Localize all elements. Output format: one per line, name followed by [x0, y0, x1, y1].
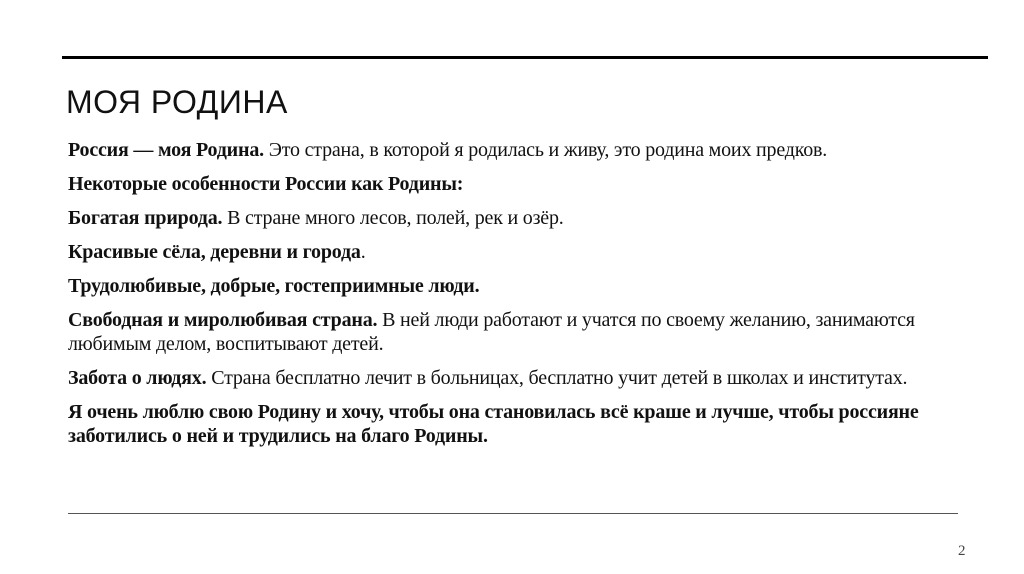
paragraph-conclusion: [68, 400, 928, 448]
paragraph-intro: [68, 138, 928, 162]
paragraph-bold: Забота о людях.: [68, 367, 207, 389]
paragraph-bold: Свободная и миролюбивая страна.: [68, 309, 378, 331]
paragraph-bold: Некоторые особенности России как Родины:: [68, 173, 464, 195]
paragraph-features-heading: [68, 172, 928, 196]
paragraph-text: Это страна, в которой я родилась и живу, это родина моих предков.: [263, 139, 828, 161]
paragraph-text: .: [360, 241, 366, 263]
paragraph-bold: Богатая природа.: [68, 207, 223, 229]
page-number: 2: [958, 543, 966, 559]
slide-body: [68, 138, 928, 458]
paragraph-nature: [68, 206, 928, 230]
bottom-divider: [68, 513, 958, 514]
paragraph-text: В стране много лесов, полей, рек и озёр.: [222, 207, 564, 229]
paragraph-bold: Трудолюбивые, добрые, гостеприимные люди.: [68, 275, 480, 297]
paragraph-freedom: [68, 308, 928, 356]
paragraph-villages: [68, 240, 928, 264]
paragraph-bold: Красивые сёла, деревни и города: [68, 241, 361, 263]
paragraph-text: Страна бесплатно лечит в больницах, бесплатно учит детей в школах и институтах.: [206, 367, 908, 389]
paragraph-care: [68, 366, 928, 390]
paragraph-people: [68, 274, 928, 298]
paragraph-bold: Россия — моя Родина.: [68, 139, 264, 161]
paragraph-bold: Я очень люблю свою Родину и хочу, чтобы она становилась всё краше и лучше, чтобы россияне заботились о ней и трудились на благо Родины.: [68, 401, 919, 447]
paragraph-text: В ней люди работают и учатся по своему желанию, занимаются любимым делом, воспитывают детей.: [68, 309, 915, 355]
top-divider: [62, 56, 988, 59]
slide-title: МОЯ РОДИНА: [66, 84, 288, 120]
